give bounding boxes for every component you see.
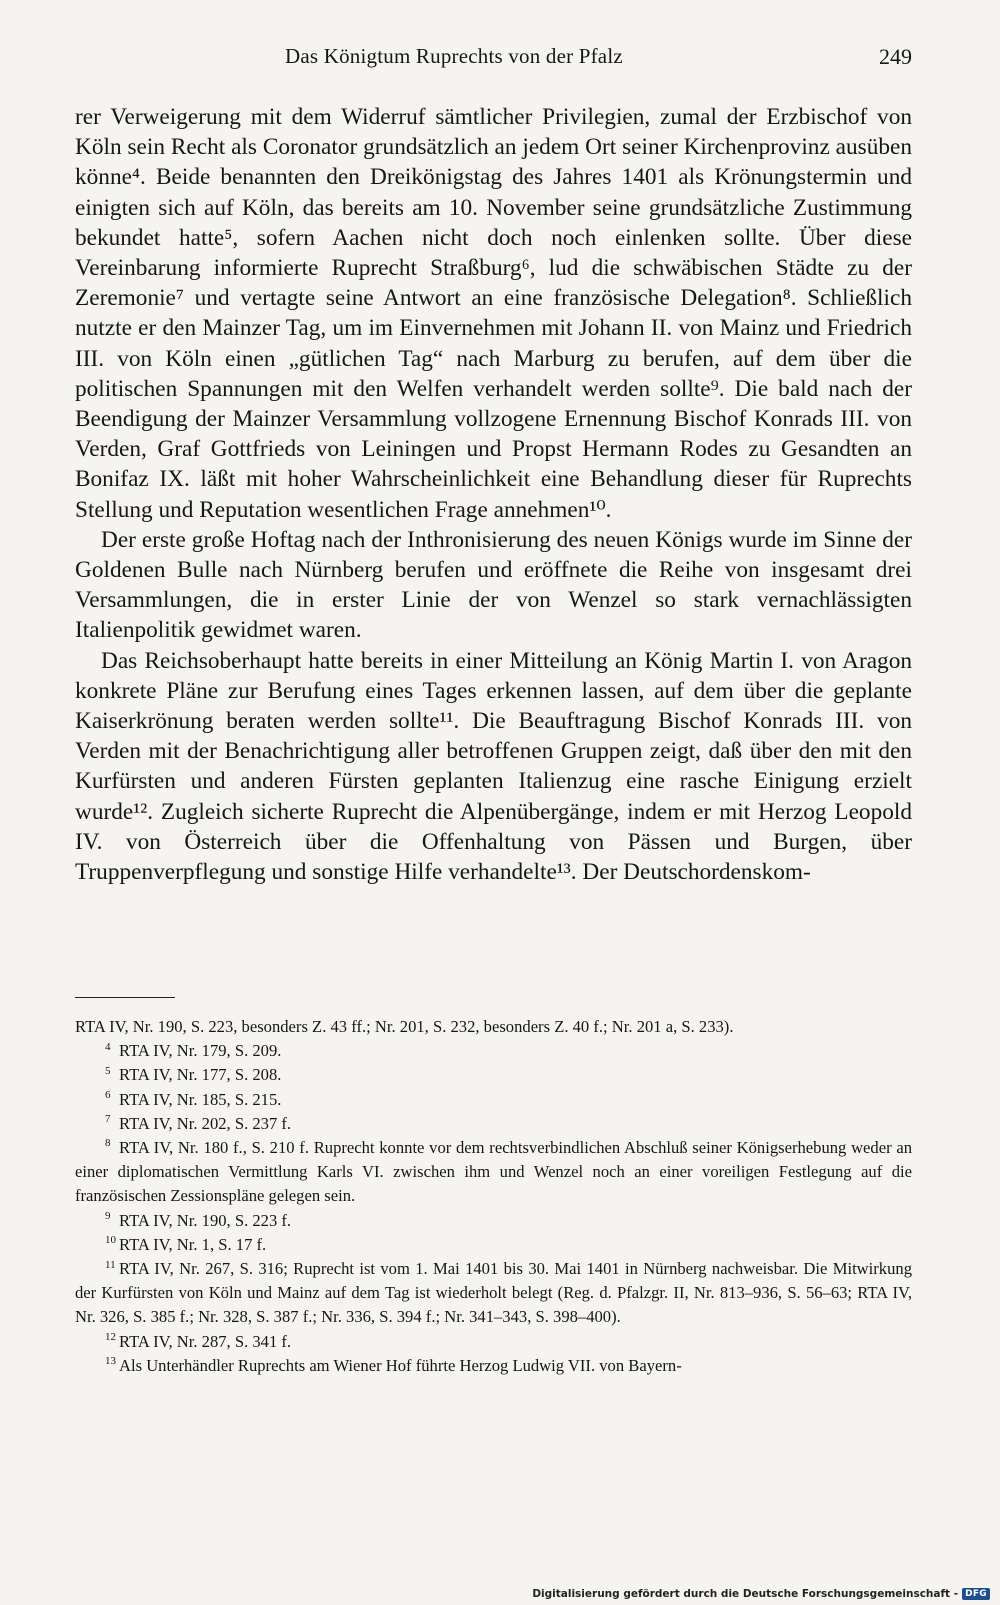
main-text bbox=[75, 102, 912, 887]
footnote: 11 RTA IV, Nr. 267, S. 316; Ruprecht ist vom 1. Mai 1401 bis 30. Mai 1401 in Nürnberg nachweisbar. Die Mitwirkung der Kurfürsten von Köln und Mainz auf dem Tag ist wiederholt belegt (Reg. d. Pfalzgr. II, Nr. 813–936, S. 56–63; RTA IV, Nr. 326, S. 385 f.; Nr. 328, S. 387 f.; Nr. 336, S. 394 f.; Nr. 341–343, S. 398–400). bbox=[75, 1258, 912, 1327]
footnote-text: RTA IV, Nr. 180 f., S. 210 f. Ruprecht konnte vor dem rechtsverbindlichen Abschluß seiner Königserhebung weder an einer diplomatischen Vermittlung Karls VI. zwischen ihm und Wenzel noch an einer voreiligen Festlegung auf die französischen Zessionspläne gelegen sein. bbox=[75, 1138, 912, 1206]
footnote-text: RTA IV, Nr. 1, S. 17 f. bbox=[119, 1234, 267, 1254]
footnote-text: RTA IV, Nr. 202, S. 237 f. bbox=[119, 1113, 292, 1133]
footnote-text: RTA IV, Nr. 267, S. 316; Ruprecht ist vom 1. Mai 1401 bis 30. Mai 1401 in Nürnberg nachweisbar. Die Mitwirkung der Kurfürsten von Köln und Mainz auf dem Tag ist wiederholt belegt (Reg. d. Pfalzgr. II, Nr. 813–936, S. 56–63; RTA IV, Nr. 326, S. 385 f.; Nr. 328, S. 387 f.; Nr. 336, S. 394 f.; Nr. 341–343, S. 398–400). bbox=[75, 1259, 912, 1327]
footnote-text: RTA IV, Nr. 190, S. 223 f. bbox=[119, 1210, 292, 1230]
footnote: 13 Als Unterhändler Ruprechts am Wiener Hof führte Herzog Ludwig VII. von Bayern- bbox=[105, 1355, 682, 1375]
footnote-text: Als Unterhändler Ruprechts am Wiener Hof führte Herzog Ludwig VII. von Bayern- bbox=[119, 1355, 682, 1375]
footnote-text: RTA IV, Nr. 287, S. 341 f. bbox=[119, 1331, 292, 1351]
footnote-continuation: RTA IV, Nr. 190, S. 223, besonders Z. 43 ff.; Nr. 201, S. 232, besonders Z. 40 f.; Nr. 201 a, S. 233). bbox=[75, 1017, 734, 1036]
footnote-text: RTA IV, Nr. 179, S. 209. bbox=[119, 1041, 282, 1061]
digitization-credit bbox=[532, 1588, 990, 1600]
footnote: 9 RTA IV, Nr. 190, S. 223 f. bbox=[105, 1210, 292, 1230]
credit-text: Digitalisierung gefördert durch die Deutsche Forschungsgemeinschaft - bbox=[532, 1588, 959, 1600]
footnote: 7 RTA IV, Nr. 202, S. 237 f. bbox=[105, 1113, 292, 1133]
footnote-text: RTA IV, Nr. 177, S. 208. bbox=[119, 1065, 282, 1085]
footnote: 4 RTA IV, Nr. 179, S. 209. bbox=[105, 1040, 282, 1061]
dfg-logo-icon: DFG bbox=[962, 1588, 990, 1600]
footnote-text: RTA IV, Nr. 185, S. 215. bbox=[119, 1089, 282, 1109]
footnote: 5 RTA IV, Nr. 177, S. 208. bbox=[105, 1064, 282, 1085]
running-head bbox=[75, 44, 912, 76]
footnote: 10 RTA IV, Nr. 1, S. 17 f. bbox=[105, 1234, 267, 1254]
paragraph: Das Reichsoberhaupt hatte bereits in einer Mitteilung an König Martin I. von Aragon konkrete Pläne zur Berufung eines Tages erkennen lassen, auf dem über die geplante Kaiserkrönung beraten werden sollte¹¹. Die Beauftragung Bischof Konrads III. von Verden mit der Benachrichtigung aller betroffenen Gruppen zeigt, daß über den mit den Kurfürsten und anderen Fürsten geplanten Italienzug eine rasche Einigung erzielt wurde¹². Zugleich sicherte Ruprecht die Alpenübergänge, indem er mit Herzog Leopold IV. von Österreich über die Offenhaltung von Pässen und Burgen, über Truppenverpflegung und sonstige Hilfe verhandelte¹³. Der Deutschordenskom- bbox=[75, 647, 912, 886]
footnote-rule bbox=[75, 997, 175, 998]
page-number: 249 bbox=[879, 44, 912, 69]
footnotes bbox=[75, 1015, 912, 1378]
footnote: 8 RTA IV, Nr. 180 f., S. 210 f. Ruprecht konnte vor dem rechtsverbindlichen Abschluß seiner Königserhebung weder an einer diplomatischen Vermittlung Karls VI. zwischen ihm und Wenzel noch an einer voreiligen Festlegung auf die französischen Zessionspläne gelegen sein. bbox=[75, 1137, 912, 1206]
paragraph: rer Verweigerung mit dem Widerruf sämtlicher Privilegien, zumal der Erzbischof von Köln sein Recht als Coronator grundsätzlich an jedem Ort seiner Kirchenprovinz ausüben könne⁴. Beide benannten den Dreikönigstag des Jahres 1401 als Krönungstermin und einigten sich auf Köln, das bereits am 10. November seine grundsätzliche Zustimmung bekundet hatte⁵, sofern Aachen nicht doch noch einlenken sollte. Über diese Vereinbarung informierte Ruprecht Straßburg⁶, lud die schwäbischen Städte zu der Zeremonie⁷ und vertagte seine Antwort an eine französische Delegation⁸. Schließlich nutzte er den Mainzer Tag, um im Einvernehmen mit Johann II. von Mainz und Friedrich III. von Köln einen „gütlichen Tag“ nach Marburg zu berufen, auf dem über die politischen Spannungen mit den Welfen verhandelt werden sollte⁹. Die bald nach der Beendigung der Mainzer Versammlung vollzogene Ernennung Bischof Konrads III. von Verden, Graf Gottfrieds von Leiningen und Propst Hermann Rodes zu Gesandten an Bonifaz IX. läßt mit hoher Wahrscheinlichkeit eine Behandlung dieser für Ruprechts Stellung und Reputation wesentlichen Frage annehmen¹⁰. bbox=[75, 104, 912, 523]
footnote: 12 RTA IV, Nr. 287, S. 341 f. bbox=[105, 1331, 292, 1351]
paragraph: Der erste große Hoftag nach der Inthronisierung des neuen Königs wurde im Sinne der Goldenen Bulle nach Nürnberg berufen und eröffnete die Reihe von insgesamt drei Versammlungen, die in erster Linie der von Wenzel so stark vernachlässigten Italienpolitik gewidmet waren. bbox=[75, 526, 912, 644]
footnote: 6 RTA IV, Nr. 185, S. 215. bbox=[105, 1089, 282, 1109]
running-title: Das Königtum Ruprechts von der Pfalz bbox=[285, 44, 623, 68]
